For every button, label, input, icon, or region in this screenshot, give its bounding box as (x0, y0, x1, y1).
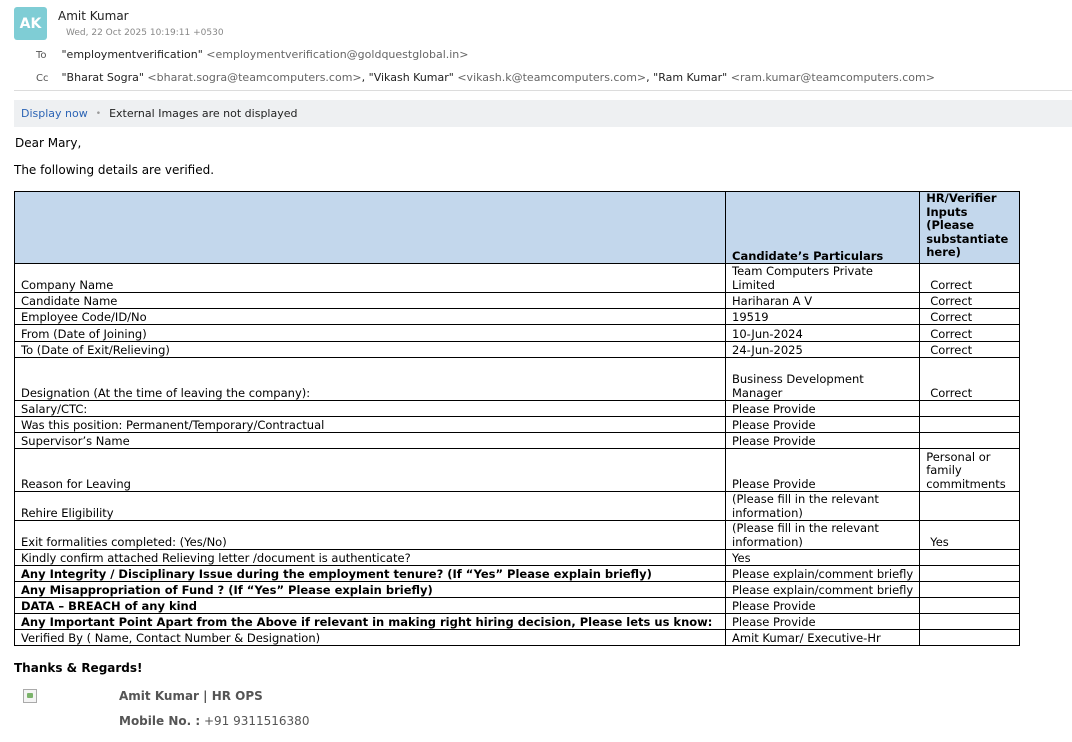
header-cell: Candidate’s Particulars (726, 192, 920, 264)
mobile-number[interactable]: +91 9311516380 (203, 714, 310, 728)
table-cell: From (Date of Joining) (15, 325, 726, 342)
table-cell: Designation (At the time of leaving the company): (15, 358, 726, 401)
table-cell: Supervisor’s Name (15, 433, 726, 449)
broken-image-icon (23, 689, 37, 703)
table-row (15, 358, 1020, 401)
table-cell: Rehire Eligibility (15, 492, 726, 521)
table-cell (920, 630, 1020, 646)
email-date: Wed, 22 Oct 2025 10:19:11 +0530 (66, 28, 224, 38)
table-cell: To (Date of Exit/Relieving) (15, 342, 726, 358)
table-cell: Exit formalities completed: (Yes/No) (15, 521, 726, 550)
table-cell (920, 566, 1020, 582)
table-cell: Please Provide (726, 598, 920, 614)
table-cell: Correct (920, 293, 1020, 309)
table-row (15, 417, 1020, 433)
table-cell: Yes (726, 550, 920, 566)
table-cell: Was this position: Permanent/Temporary/Contractual (15, 417, 726, 433)
separator-dot: • (95, 108, 102, 119)
table-cell (920, 598, 1020, 614)
table-cell (920, 582, 1020, 598)
cc-recipient-address[interactable]: <ram.kumar@teamcomputers.com> (730, 71, 935, 84)
header-cell (15, 192, 726, 264)
external-images-message: External Images are not displayed (109, 107, 298, 120)
table-cell: Candidate Name (15, 293, 726, 309)
table-cell (920, 401, 1020, 417)
table-header-row (15, 192, 1020, 264)
to-recipient-name[interactable]: "employmentverification" (61, 48, 203, 61)
table-row (15, 582, 1020, 598)
table-cell (920, 417, 1020, 433)
table-cell: Employee Code/ID/No (15, 309, 726, 325)
table-cell: (Please fill in the relevant information) (726, 492, 920, 521)
table-cell: 24-Jun-2025 (726, 342, 920, 358)
display-now-link[interactable]: Display now (21, 107, 88, 120)
table-cell (920, 492, 1020, 521)
verification-table (14, 191, 1020, 646)
table-cell: Company Name (15, 264, 726, 293)
table-cell: Please Provide (726, 417, 920, 433)
cc-label: Cc (36, 73, 49, 84)
table-row (15, 401, 1020, 417)
sender-avatar[interactable]: AK (14, 7, 47, 40)
cc-recipient-address[interactable]: <vikash.k@teamcomputers.com> (457, 71, 647, 84)
external-images-bar (14, 100, 1072, 127)
table-cell: Verified By ( Name, Contact Number & Designation) (15, 630, 726, 646)
table-cell: Correct (920, 358, 1020, 401)
email-header (0, 0, 1072, 92)
header-cell: HR/Verifier Inputs (Please substantiate here) (920, 192, 1020, 264)
table-cell: Correct (920, 309, 1020, 325)
cc-recipient-name[interactable]: "Vikash Kumar" (368, 71, 454, 84)
greeting: Dear Mary, (15, 136, 82, 150)
signature-name: Amit Kumar | HR OPS (119, 689, 263, 703)
table-cell: Please Provide (726, 614, 920, 630)
table-row (15, 614, 1020, 630)
table-cell: Any Integrity / Disciplinary Issue during the employment tenure? (If “Yes” Please explain briefly) (15, 566, 726, 582)
table-cell: Correct (920, 342, 1020, 358)
table-row (15, 264, 1020, 293)
table-cell: Please explain/comment briefly (726, 582, 920, 598)
intro-text: The following details are verified. (14, 163, 215, 177)
table-row (15, 433, 1020, 449)
table-row (15, 309, 1020, 325)
table-cell: DATA – BREACH of any kind (15, 598, 726, 614)
sender-name[interactable]: Amit Kumar (58, 9, 129, 23)
signature-mobile (119, 714, 309, 728)
table-cell: (Please fill in the relevant information) (726, 521, 920, 550)
table-row (15, 342, 1020, 358)
to-recipient-address[interactable]: <employmentverification@goldquestglobal.in> (206, 48, 469, 61)
table-row (15, 293, 1020, 309)
table-row (15, 521, 1020, 550)
table-cell: Business Development Manager (726, 358, 920, 401)
cc-row: Cc "Bharat Sogra" <bharat.sogra@teamcomputers.com>, "Vikash Kumar" <vikash.k@teamcomputers.com>, "Ram Kumar" <ram.kumar@teamcomputers.com> (36, 71, 935, 84)
cc-recipient-name[interactable]: "Ram Kumar" (653, 71, 728, 84)
table-cell: Correct (920, 264, 1020, 293)
table-cell: Amit Kumar/ Executive-Hr (726, 630, 920, 646)
table-cell: Please Provide (726, 449, 920, 492)
table-cell: Salary/CTC: (15, 401, 726, 417)
table-cell (920, 550, 1020, 566)
to-row (36, 48, 469, 61)
table-cell: 19519 (726, 309, 920, 325)
mobile-label: Mobile No. : (119, 714, 201, 728)
table-row (15, 550, 1020, 566)
table-cell: Please Provide (726, 401, 920, 417)
table-cell: Please explain/comment briefly (726, 566, 920, 582)
table-row (15, 449, 1020, 492)
table-cell (920, 433, 1020, 449)
cc-recipient-address[interactable]: <bharat.sogra@teamcomputers.com> (147, 71, 362, 84)
table-cell: 10-Jun-2024 (726, 325, 920, 342)
table-cell: Kindly confirm attached Relieving letter /document is authenticate? (15, 550, 726, 566)
cc-recipient-name[interactable]: "Bharat Sogra" (61, 71, 144, 84)
table-cell: Any Misappropriation of Fund ? (If “Yes” Please explain briefly) (15, 582, 726, 598)
table-cell: Hariharan A V (726, 293, 920, 309)
table-cell: Please Provide (726, 433, 920, 449)
header-divider (14, 90, 1072, 91)
table-cell: Team Computers Private Limited (726, 264, 920, 293)
table-row (15, 598, 1020, 614)
table-row (15, 630, 1020, 646)
table-cell: Correct (920, 325, 1020, 342)
table-cell: Reason for Leaving (15, 449, 726, 492)
table-cell: Any Important Point Apart from the Above if relevant in making right hiring decision, Please lets us know: (15, 614, 726, 630)
table-cell: Personal or family commitments (920, 449, 1020, 492)
table-row (15, 566, 1020, 582)
table-row (15, 492, 1020, 521)
table-cell: Yes (920, 521, 1020, 550)
closing-thanks: Thanks & Regards! (14, 661, 143, 675)
to-label: To (36, 50, 47, 61)
table-row (15, 325, 1020, 342)
table-cell (920, 614, 1020, 630)
